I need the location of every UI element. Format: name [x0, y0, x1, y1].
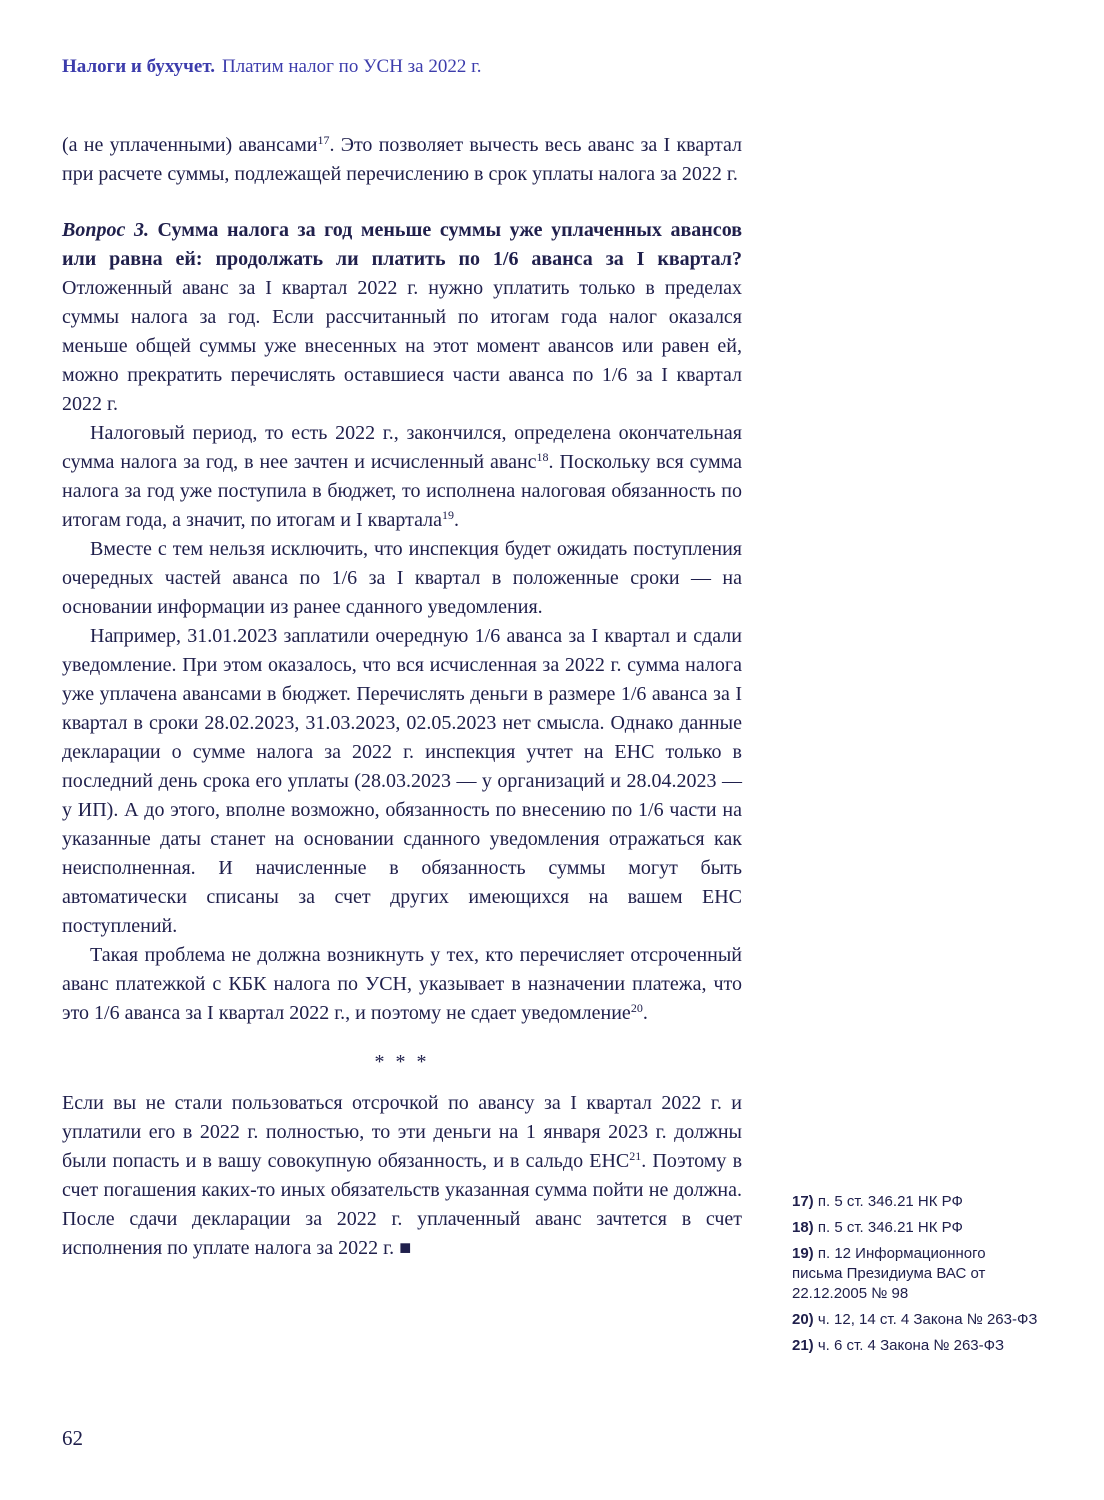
text-segment: Вместе с тем нельзя исключить, что инспекция будет ожидать поступления очередных частей аванса по 1/6 за I квартал в положенные сроки — на основании информации из ранее сданного уведомления. [62, 538, 742, 618]
text-segment: Например, 31.01.2023 заплатили очередную 1/6 аванса за I квартал и сдали уведомление. При этом оказалось, что вся исчисленная за 2022 г. сумма налога уже уплачена авансами в бюджет. Перечислять деньги в размере 1/6 аванса за I квартал в сроки 28.02.2023, 31.03.2023, 02.05.2023 нет смысла. Однако данные декларации о сумме налога за 2022 г. инспекция учтет на ЕНС только в последний день срока его уплаты (28.03.2023 — у организаций и 28.04.2023 — у ИП). А до этого, вполне возможно, обязанность по внесению по 1/6 части на указанные даты станет на основании сданного уведомления отражаться как неисполненная. И начисленные в обязанность суммы могут быть автоматически списаны за счет других имеющихся на вашем ЕНС поступлений. [62, 625, 742, 937]
footnote-text: п. 5 ст. 346.21 НК РФ [817, 1193, 963, 1210]
text-segment: Вопрос 3. [62, 219, 158, 241]
paragraph-example [62, 622, 742, 941]
article-title: Платим налог по УСН за 2022 г. [221, 56, 482, 77]
section-title: Налоги и бухучет. [62, 56, 215, 77]
footnote-text: п. 5 ст. 346.21 НК РФ [817, 1219, 963, 1236]
running-header [62, 56, 482, 78]
text-segment: Налоговый период, то есть 2022 г., закончился, определена окончательная сумма налога за год, в нее зачтен и исчисленный аванс [62, 422, 742, 473]
paragraph-intro [62, 131, 742, 189]
footnote-reference: 18 [536, 450, 549, 464]
footnote-21 [792, 1336, 1038, 1356]
footnote-number: 17) [792, 1193, 814, 1210]
text-segment: Отложенный аванс за I квартал 2022 г. нужно уплатить только в пределах суммы налога за год. Если рассчитанный по итогам года налог оказался меньше общей суммы уже внесенных на этот момент авансов или равен ей, можно прекратить перечислять оставшиеся части аванса по 1/6 за I квартал 2022 г. [62, 277, 742, 415]
footnote-text: ч. 12, 14 ст. 4 Закона № 263-ФЗ [817, 1311, 1038, 1328]
footnote-17 [792, 1192, 1038, 1212]
footnote-text: п. 12 Информационного письма Президиума ВАС от 22.12.2005 № 98 [792, 1245, 986, 1302]
text-segment: Сумма налога за год меньше суммы уже уплаченных авансов или равна ей: продолжать ли платить по 1/6 аванса за I квартал? [62, 219, 742, 270]
footnote-reference: 21 [629, 1149, 642, 1163]
footnote-number: 19) [792, 1245, 814, 1262]
footnote-number: 18) [792, 1219, 814, 1236]
footnote-number: 21) [792, 1337, 814, 1354]
footnote-reference: 17 [317, 133, 330, 147]
text-segment: . Поэтому в счет погашения каких-то иных обязательств указанная сумма пойти не должна. После сдачи декларации за 2022 г. уплаченный аванс зачтется в счет исполнения по уплате налога за 2022 г. ■ [62, 1150, 743, 1259]
footnote-number: 20) [792, 1311, 814, 1328]
article-body [62, 131, 742, 1263]
paragraph-inspection [62, 535, 742, 622]
footnotes-column [792, 1192, 1038, 1362]
text-segment: . Это позволяет вычесть весь аванс за I квартал при расчете суммы, подлежащей перечислению в срок уплаты налога за 2022 г. [62, 134, 742, 185]
paragraph-question-3 [62, 216, 742, 419]
page-number: 62 [62, 1426, 83, 1450]
paragraph-no-problem [62, 941, 742, 1028]
section-separator: * * * [374, 1051, 430, 1073]
text-segment: Если вы не стали пользоваться отсрочкой по авансу за I квартал 2022 г. и уплатили его в 2022 г. полностью, то эти деньги на 1 января 2023 г. должны были попасть и в вашу совокупную обязанность, и в сальдо ЕНС [62, 1092, 742, 1172]
footnote-reference: 20 [630, 1001, 643, 1015]
paragraph-closing [62, 1089, 742, 1263]
footnote-reference: 19 [442, 508, 455, 522]
footnote-19 [792, 1244, 1038, 1304]
text-segment: (а не уплаченными) авансами [62, 134, 318, 156]
text-segment: . [642, 1002, 648, 1024]
text-segment: . Поскольку вся сумма налога за год уже поступила в бюджет, то исполнена налоговая обязанность по итогам года, а значит, по итогам и I квартала [62, 451, 742, 531]
footnote-text: ч. 6 ст. 4 Закона № 263-ФЗ [817, 1337, 1005, 1354]
paragraph-tax-period [62, 419, 742, 535]
text-segment: Такая проблема не должна возникнуть у тех, кто перечисляет отсроченный аванс платежкой с КБК налога по УСН, указывает в назначении платежа, что это 1/6 аванса за I квартал 2022 г., и поэтому не сдает уведомление [62, 944, 742, 1024]
footnote-20 [792, 1310, 1038, 1330]
text-segment: . [454, 509, 460, 531]
footnote-18 [792, 1218, 1038, 1238]
